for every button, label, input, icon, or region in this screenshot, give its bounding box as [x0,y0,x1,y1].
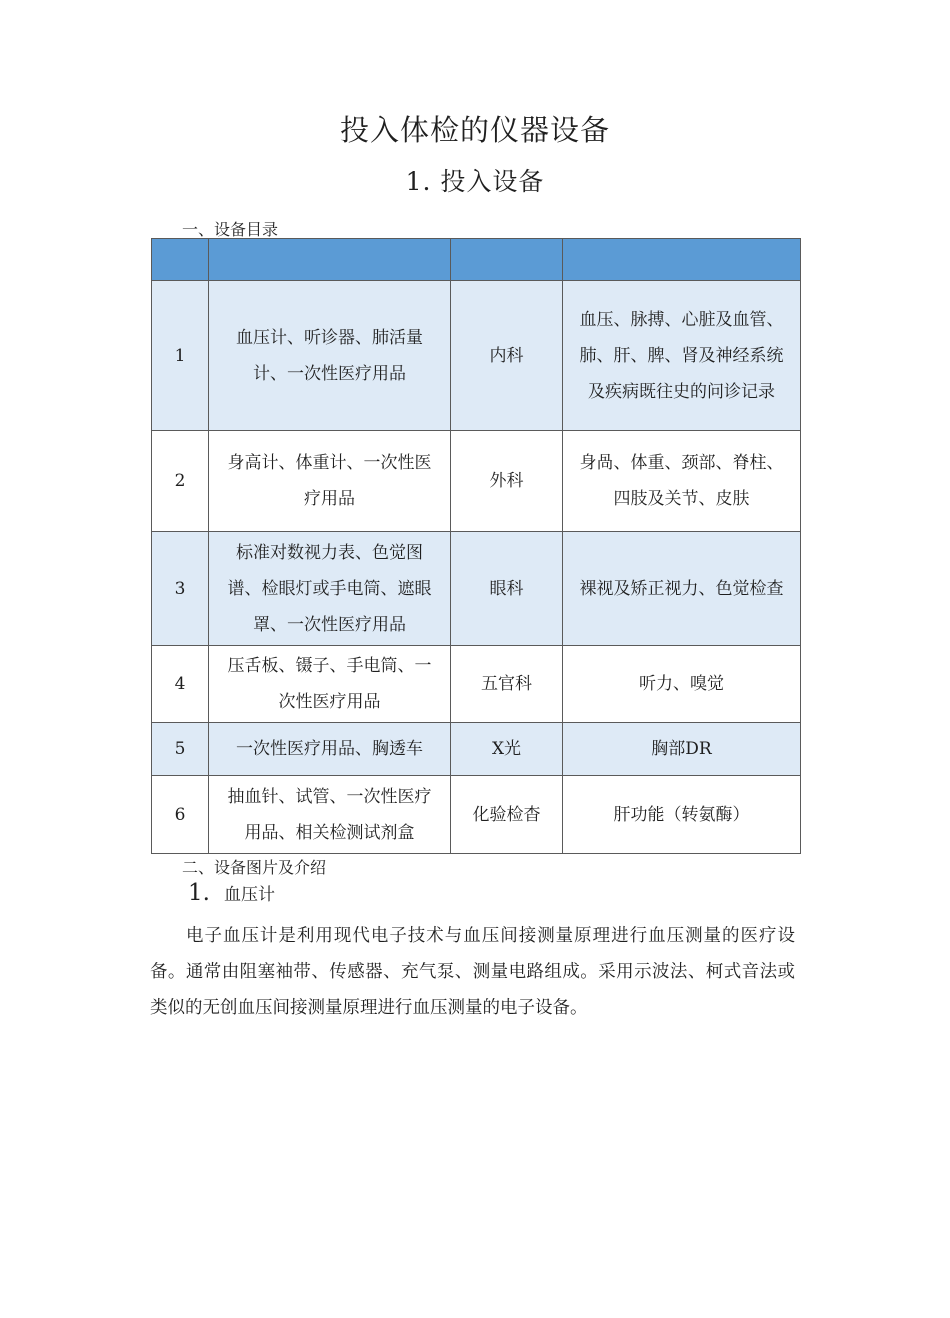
row-exam-items: 肝功能（转氨酶） [563,776,801,854]
row-number: 2 [152,431,209,532]
row-number: 3 [152,532,209,646]
table-row [152,723,801,776]
row-equipment: 一次性医疗用品、胸透车 [209,723,451,776]
section-heading-equipment-list: 一、设备目录 [182,220,279,239]
item-heading [188,880,275,906]
item-number: 1. [188,880,210,906]
row-exam-items: 裸视及矫正视力、色觉检查 [563,532,801,646]
row-number: 5 [152,723,209,776]
row-department: 五官科 [451,646,563,723]
table-row [152,532,801,646]
row-equipment: 身高计、体重计、一次性医疗用品 [209,431,451,532]
header-cell-equipment [209,239,451,281]
row-department: 外科 [451,431,563,532]
description-paragraph: 电子血压计是利用现代电子技术与血压间接测量原理进行血压测量的医疗设备。通常由阻塞袖带、传感器、充气泵、测量电路组成。采用示波法、柯式音法或类似的无创血压间接测量原理进行血压测量的电子设备。 [150,926,795,1018]
row-equipment: 压舌板、镊子、手电筒、一次性医疗用品 [209,646,451,723]
header-cell-items [563,239,801,281]
row-equipment: 抽血针、试管、一次性医疗用品、相关检测试剂盒 [209,776,451,854]
header-cell-department [451,239,563,281]
row-number: 6 [152,776,209,854]
row-number: 1 [152,281,209,431]
document-subtitle: 1. 投入设备 [405,167,545,196]
row-exam-items: 身咼、体重、颈部、脊柱、四肢及关节、皮肤 [563,431,801,532]
table-header-row [152,239,801,281]
row-equipment: 血压计、听诊器、肺活量计、一次性医疗用品 [209,281,451,431]
row-department: 内科 [451,281,563,431]
document-title: 投入体检的仪器设备 [339,113,610,147]
row-department: X光 [451,723,563,776]
row-number: 4 [152,646,209,723]
row-exam-items: 胸部DR [563,723,801,776]
table-row [152,281,801,431]
section-heading-equipment-intro: 二、设备图片及介绍 [182,858,327,877]
row-department: 眼科 [451,532,563,646]
row-exam-items: 血压、脉搏、心脏及血管、肺、肝、脾、肾及神经系统及疾病既往史的问诊记录 [563,281,801,431]
table-row [152,431,801,532]
item-name: 血压计 [223,885,275,905]
header-cell-no [152,239,209,281]
row-department: 化验检杳 [451,776,563,854]
row-equipment: 标准对数视力表、色觉图谱、检眼灯或手电筒、遮眼罩、一次性医疗用品 [209,532,451,646]
row-exam-items: 听力、嗅觉 [563,646,801,723]
equipment-table [151,238,801,854]
table-row [152,646,801,723]
table-row [152,776,801,854]
